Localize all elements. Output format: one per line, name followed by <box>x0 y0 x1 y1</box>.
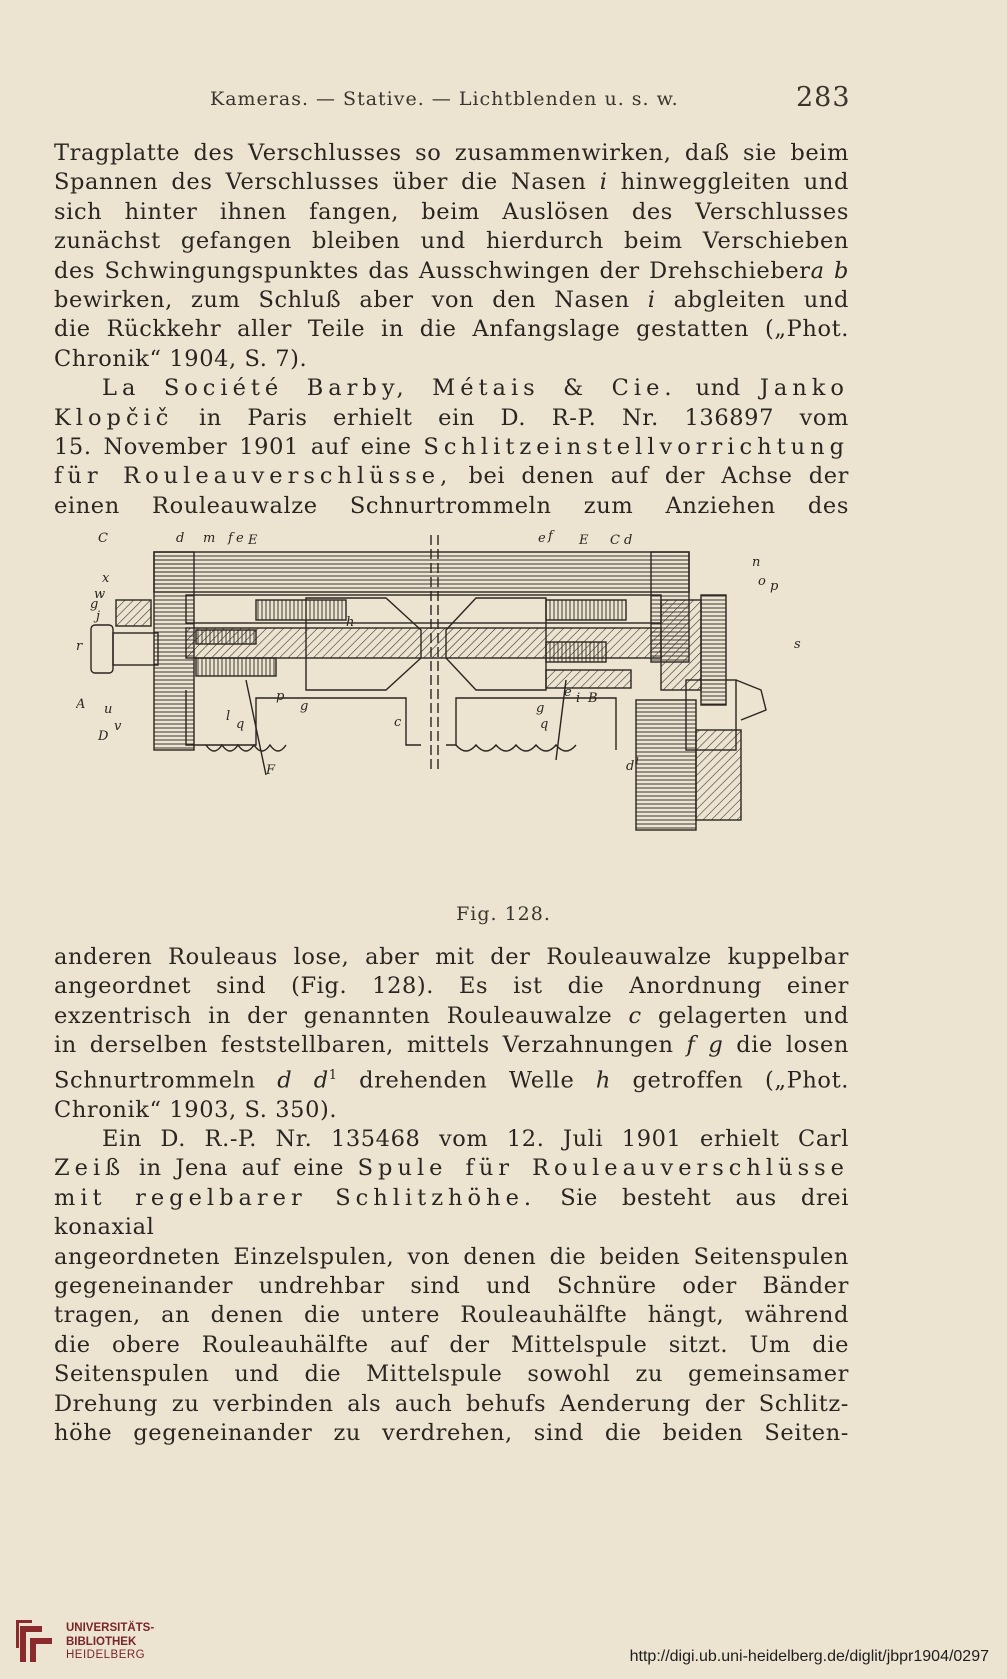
text-line: tragen, an denen die untere Rouleauhälfte hängt, während <box>54 1302 849 1329</box>
library-name: UNIVERSITÄTS- BIBLIOTHEK HEIDELBERG <box>66 1622 155 1661</box>
text-line: Klopčič in Paris erhielt ein D. R-P. Nr. 136897 vom <box>54 404 849 431</box>
figure-label-C: C <box>98 531 108 546</box>
figure-label-x: x <box>102 571 110 586</box>
text-line: Drehung zu verbinden als auch behufs Aenderung der Schlitz- <box>54 1390 849 1417</box>
text-line: anderen Rouleaus lose, aber mit der Rouleauwalze kuppelbar <box>54 944 849 970</box>
text-line: Chronik“ 1904, S. 7). <box>54 345 308 372</box>
figure-label-e-lower: e <box>564 685 572 700</box>
text-line: angeordnet sind (Fig. 128). Es ist die Anordnung einer <box>54 973 849 1000</box>
figure-caption: Fig. 128. <box>456 903 551 925</box>
text-block-bottom <box>54 943 849 1448</box>
text-line: für Rouleauverschlüsse, bei denen auf der Achse der <box>54 463 849 490</box>
figure-label-D: D <box>98 729 109 744</box>
text-line: angeordneten Einzelspulen, von denen die beiden Seitenspulen <box>54 1243 849 1270</box>
figure-label-r: r <box>76 639 83 654</box>
figure-label-n: n <box>752 555 761 570</box>
figure-label-e: e <box>236 531 244 546</box>
figure-label-m: m <box>203 531 216 546</box>
figure-label-w: w <box>94 587 106 602</box>
figure-label-F: F <box>266 763 276 778</box>
page-number: 283 <box>796 82 851 113</box>
figure-label-c: c <box>394 715 402 730</box>
figure-label-A: A <box>76 697 86 712</box>
figure-label-v: v <box>114 719 122 734</box>
text-line: höhe gegeneinander zu verdrehen, sind die beiden Seiten- <box>54 1420 849 1446</box>
figure-label-g-lower: g <box>300 699 309 714</box>
text-line: Tragplatte des Verschlusses so zusammenwirken, daß sie beim <box>54 140 849 166</box>
figure-label-j: j <box>96 609 101 624</box>
figure-label-o: o <box>758 574 766 589</box>
text-line: 15. November 1901 auf eine Schlitzeinstellvorrichtung <box>54 434 849 461</box>
text-line: Seitenspulen und die Mittelspule sowohl zu gemeinsamer <box>54 1361 849 1388</box>
figure-label-i: i <box>576 691 581 706</box>
figure-label-E-right: E <box>579 533 589 548</box>
figure-label-B: B <box>588 691 598 706</box>
text-line: La Société Barby, Métais & Cie. und Janko <box>102 375 849 402</box>
text-line: in derselben feststellbaren, mittels Verzahnungen f g die losen <box>54 1032 849 1059</box>
figure-label-l: l <box>226 709 231 724</box>
source-url-link[interactable]: http://digi.ub.uni-heidelberg.de/diglit/jbpr1904/0297 <box>629 1648 989 1665</box>
figure-label-E: E <box>248 533 258 548</box>
footer-bar <box>0 1600 1007 1679</box>
text-line: sich hinter ihnen fangen, beim Auslösen des Verschlusses <box>54 198 849 225</box>
figure-label-f-right: f <box>548 530 553 544</box>
text-line: exzentrisch in der genannten Rouleauwalze c gelagerten und <box>54 1002 849 1029</box>
figure-label-h: h <box>346 615 355 630</box>
figure-label-q: q <box>236 717 245 732</box>
text-line: gegeneinander undrehbar sind und Schnüre oder Bänder <box>54 1272 849 1299</box>
text-line: Zeiß in Jena auf eine Spule für Rouleauverschlüsse <box>54 1155 849 1182</box>
text-block-top <box>54 139 849 521</box>
figure-label-q-right: q <box>540 717 549 732</box>
university-library-logo-icon <box>12 1618 62 1668</box>
text-line: einen Rouleauwalze Schnurtrommeln zum Anziehen des <box>54 492 849 519</box>
figure-128-drawing <box>76 530 816 870</box>
figure-label-s: s <box>794 637 801 652</box>
running-title: Kameras. — Stative. — Lichtblenden u. s. w. <box>210 88 679 110</box>
figure-label-f: f <box>228 531 233 546</box>
figure-label-d-right: d <box>624 533 633 548</box>
text-line: Ein D. R.-P. Nr. 135468 vom 12. Juli 1901 erhielt Carl <box>102 1125 849 1152</box>
figure-label-d1: $d^1$ <box>626 757 641 774</box>
figure-label-p: p <box>276 689 285 704</box>
figure-label-g-right: g <box>536 701 545 716</box>
text-line: bewirken, zum Schluß aber von den Nasen i abgleiten und <box>54 287 849 314</box>
text-line: des Schwingungspunktes das Ausschwingen der Drehschiebera b <box>54 257 849 284</box>
text-line: Schnurtrommeln d $d^1$ drehenden Welle h getroffen („Phot. <box>54 1067 849 1094</box>
text-line: Chronik“ 1903, S. 350). <box>54 1096 338 1123</box>
text-line: zunächst gefangen bleiben und hierdurch beim Verschieben <box>54 228 849 255</box>
text-line: mit regelbarer Schlitzhöhe. Sie besteht aus drei konaxial <box>54 1184 849 1241</box>
figure-label-g: g <box>90 597 99 612</box>
figure-label-p-right: p <box>770 579 779 594</box>
figure-label-u: u <box>104 702 113 717</box>
figure-label-d: d <box>176 531 185 546</box>
text-line: die obere Rouleauhälfte auf der Mittelspule sitzt. Um die <box>54 1331 849 1358</box>
text-line: Spannen des Verschlusses über die Nasen i hinweggleiten und <box>54 169 849 196</box>
figure-label-C-right: C <box>610 533 620 548</box>
figure-label-e-right: e <box>538 531 546 546</box>
text-line: die Rückkehr aller Teile in die Anfangslage gestatten („Phot. <box>54 316 849 343</box>
